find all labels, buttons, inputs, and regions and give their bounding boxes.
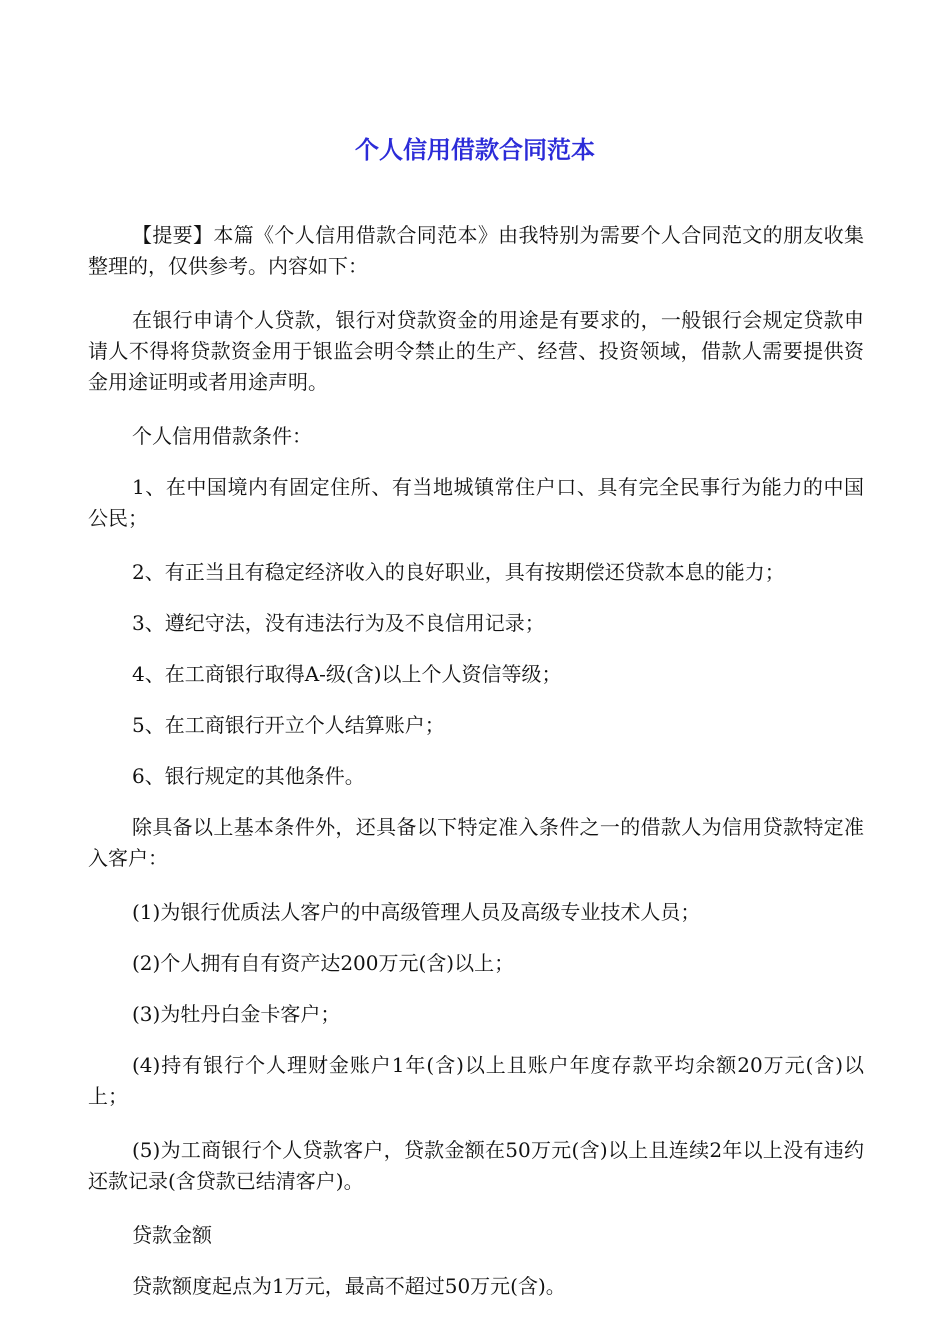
special-condition-item: (2)个人拥有自有资产达200万元(含)以上； [132, 951, 515, 975]
special-condition-item: (1)为银行优质法人客户的中高级管理人员及高级专业技术人员； [132, 900, 701, 924]
loan-amount-paragraph: 贷款额度起点为1万元，最高不超过50万元(含)。 [132, 1274, 566, 1298]
special-condition-item: (4)持有银行个人理财金账户1年(含)以上且账户年度存款平均余额20万元(含)以上； [88, 1053, 864, 1108]
special-condition-item: (5)为工商银行个人贷款客户，贷款金额在50万元(含)以上且连续2年以上没有违约还款记录(含贷款已结清客户)。 [88, 1138, 864, 1193]
condition-item: 5、在工商银行开立个人结算账户； [132, 713, 445, 737]
document-title: 个人信用借款合同范本 [355, 136, 595, 164]
document-body [88, 220, 864, 1322]
condition-item: 1、在中国境内有固定住所、有当地城镇常住户口、具有完全民事行为能力的中国公民； [88, 475, 864, 530]
condition-item: 3、遵纪守法，没有违法行为及不良信用记录； [132, 611, 545, 635]
section-heading-loan-amount: 贷款金额 [132, 1223, 212, 1247]
section-heading-conditions: 个人信用借款条件： [132, 424, 312, 448]
condition-item: 6、银行规定的其他条件。 [132, 764, 365, 788]
special-conditions-paragraph: 除具备以上基本条件外，还具备以下特定准入条件之一的借款人为信用贷款特定准入客户： [88, 815, 864, 870]
condition-item: 2、有正当且有稳定经济收入的良好职业，具有按期偿还贷款本息的能力； [132, 560, 785, 584]
intro-paragraph: 在银行申请个人贷款，银行对贷款资金的用途是有要求的，一般银行会规定贷款申请人不得将贷款资金用于银监会明令禁止的生产、经营、投资领域，借款人需要提供资金用途证明或者用途声明。 [88, 308, 864, 394]
condition-item: 4、在工商银行取得A-级(含)以上个人资信等级； [132, 662, 562, 686]
abstract-paragraph: 【提要】本篇《个人信用借款合同范本》由我特别为需要个人合同范文的朋友收集整理的，仅供参考。内容如下： [88, 223, 864, 278]
special-condition-item: (3)为牡丹白金卡客户； [132, 1002, 341, 1026]
